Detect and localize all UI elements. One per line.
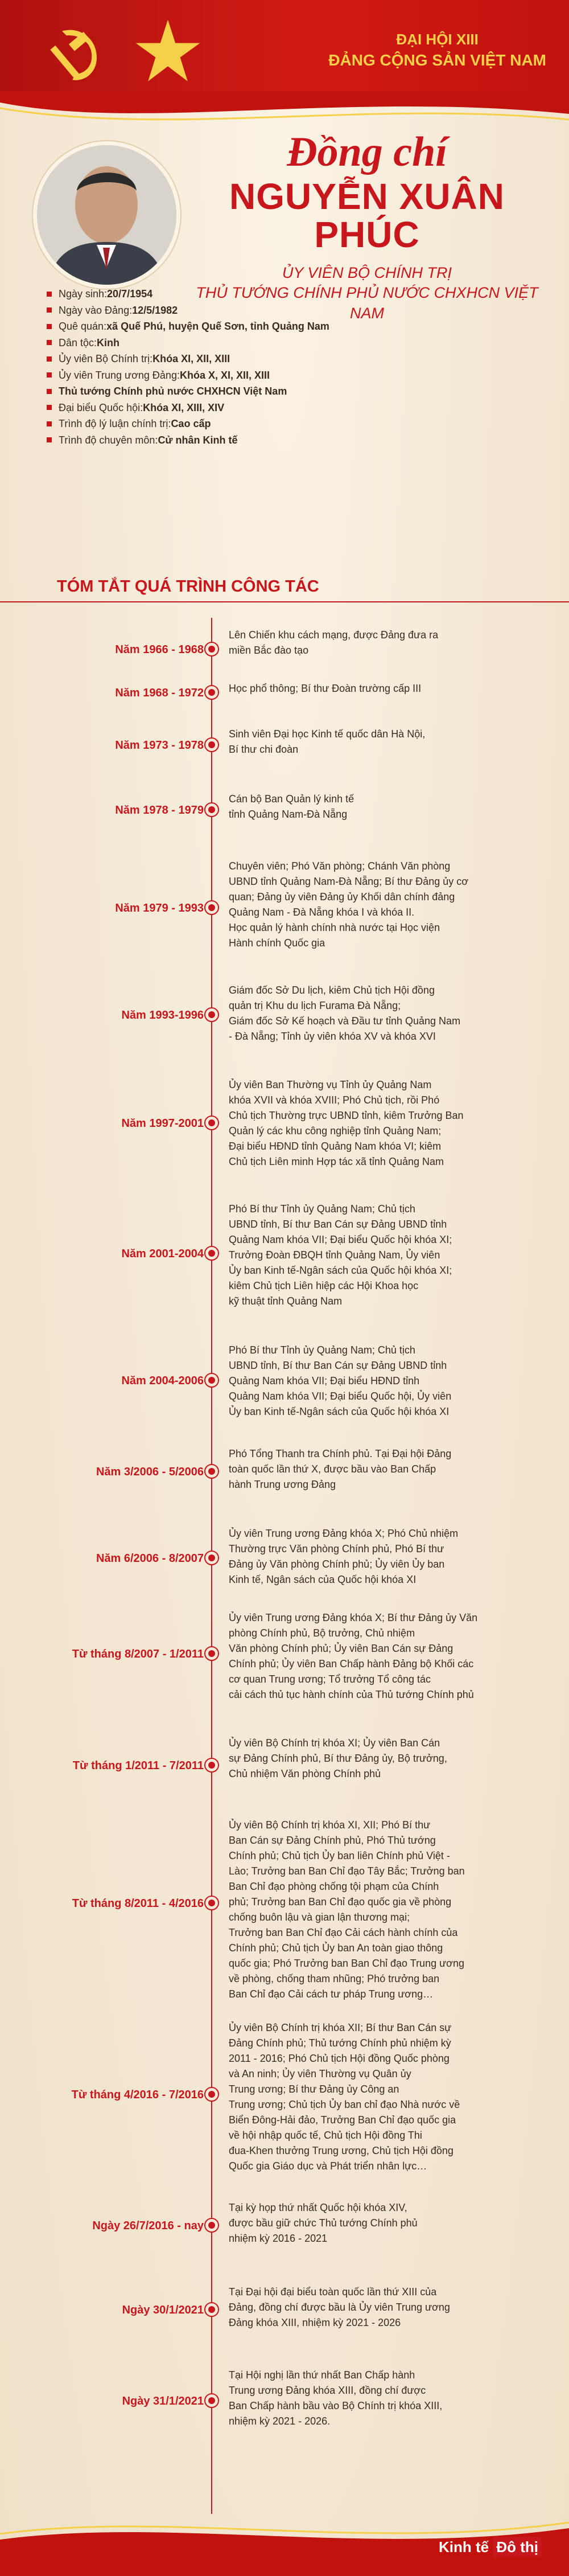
event-date: Từ tháng 8/2011 - 4/2016 bbox=[72, 1897, 204, 1910]
event-date: Từ tháng 8/2007 - 1/2011 bbox=[72, 1648, 204, 1660]
fact-item bbox=[47, 432, 547, 449]
timeline-dot-icon bbox=[204, 2087, 219, 2102]
fact-label: Quê quán: bbox=[59, 321, 107, 332]
event-date: Năm 1973 - 1978 bbox=[115, 739, 204, 752]
event-date: Năm 3/2006 - 5/2006 bbox=[96, 1466, 204, 1478]
event-date: Ngày 30/1/2021 bbox=[122, 2304, 204, 2316]
bullet-icon bbox=[47, 340, 52, 345]
portrait-photo bbox=[33, 141, 180, 289]
timeline-dot-icon bbox=[204, 685, 219, 700]
section-divider bbox=[0, 601, 569, 602]
timeline-dot-icon bbox=[204, 1550, 219, 1565]
fact-value: Thủ tướng Chính phủ nước CHXHCN Việt Nam bbox=[59, 385, 287, 397]
fact-label: Ủy viên Bộ Chính trị: bbox=[59, 353, 153, 364]
fact-label: Đại biểu Quốc hội: bbox=[59, 401, 143, 413]
timeline-dot-icon bbox=[204, 1007, 219, 1022]
event-description: Phó Bí thư Tỉnh ủy Quảng Nam; Chủ tịch UBND tỉnh, Bí thư Ban Cán sự Đảng UBND tỉnh Quảng Nam khóa VII; Đại biểu HĐND tỉnh Quảng Nam khóa VII; Đại biểu Quốc hội, Ủy viên Ủy ban Kinh tế-Ngân sách của Quốc hội khóa XI bbox=[229, 1344, 452, 1417]
fact-item bbox=[47, 400, 547, 416]
timeline-dot-icon bbox=[204, 737, 219, 752]
bullet-icon bbox=[47, 421, 52, 426]
fact-label: Trình độ chuyên môn: bbox=[59, 434, 158, 446]
fact-item bbox=[47, 286, 547, 302]
bullet-icon bbox=[47, 389, 52, 394]
logo-part-2: Đô thị bbox=[493, 2537, 542, 2557]
fact-label: Dân tộc: bbox=[59, 337, 97, 348]
full-name: NGUYỄN XUÂN PHÚC bbox=[229, 176, 505, 256]
portrait-silhouette bbox=[37, 145, 176, 285]
event-date: Ngày 31/1/2021 bbox=[122, 2395, 204, 2407]
congress-title bbox=[328, 30, 546, 71]
position-1: ỦY VIÊN BỘ CHÍNH TRỊ bbox=[282, 264, 452, 282]
event-date: Năm 6/2006 - 8/2007 bbox=[96, 1552, 204, 1565]
timeline-dot-icon bbox=[204, 2218, 219, 2233]
fact-label: Ngày sinh: bbox=[59, 288, 108, 300]
fact-value: Cao cấp bbox=[171, 418, 211, 429]
section-title: TÓM TẮT QUÁ TRÌNH CÔNG TÁC bbox=[57, 577, 319, 596]
fact-label: Trình độ lý luận chính trị: bbox=[59, 418, 171, 429]
timeline-dot-icon bbox=[204, 1115, 219, 1130]
event-description: Tại kỳ họp thứ nhất Quốc hội khóa XIV, được bầu giữ chức Thủ tướng Chính phủ nhiệm kỳ 2016 - 2021 bbox=[229, 2202, 418, 2244]
event-description: Tại Hội nghị lần thứ nhất Ban Chấp hành Trung ương Đảng khóa XIII, đồng chí được Ban Chấp hành bầu vào Bộ Chính trị khóa XIII, nhiệm kỳ 2021 - 2026. bbox=[229, 2369, 443, 2427]
fact-value: xã Quế Phú, huyện Quế Sơn, tỉnh Quảng Nam bbox=[106, 321, 329, 332]
fact-item bbox=[47, 416, 547, 432]
congress-line-2: ĐẢNG CỘNG SẢN VIỆT NAM bbox=[328, 51, 546, 69]
event-date: Năm 1993-1996 bbox=[121, 1009, 204, 1022]
event-description: Giám đốc Sở Du lịch, kiêm Chủ tịch Hội đồng quản trị Khu du lịch Furama Đà Nẵng; Giám đốc Sở Kế hoạch và Đầu tư tỉnh Quảng Nam - Đà Nẵng; Tỉnh ủy viên khóa XV và khóa XVI bbox=[229, 985, 461, 1042]
event-date: Năm 1978 - 1979 bbox=[115, 804, 204, 817]
event-date: Từ tháng 1/2011 - 7/2011 bbox=[72, 1759, 204, 1772]
timeline-dot-icon bbox=[204, 1758, 219, 1773]
event-date: Năm 1997-2001 bbox=[121, 1117, 204, 1130]
honorific: Đồng chí bbox=[287, 129, 447, 175]
fact-value: Khóa XI, XII, XIII bbox=[152, 353, 230, 364]
fact-value: Khóa X, XI, XII, XIII bbox=[179, 369, 270, 381]
facts-list bbox=[47, 286, 547, 448]
hammer-sickle-icon bbox=[40, 15, 114, 89]
event-date: Năm 1966 - 1968 bbox=[115, 643, 204, 656]
event-date: Năm 2004-2006 bbox=[121, 1375, 204, 1387]
publisher-logo bbox=[439, 2538, 542, 2556]
event-date: Năm 2001-2004 bbox=[121, 1248, 204, 1260]
timeline-dot-icon bbox=[204, 900, 219, 915]
event-description: Phó Bí thư Tỉnh ủy Quảng Nam; Chủ tịch UBND tỉnh, Bí thư Ban Cán sự Đảng UBND tỉnh Quảng Nam khóa VII; Đại biểu Quốc hội khóa XI; Trưởng Đoàn ĐBQH tỉnh Quảng Nam, Ủy viên Ủy ban Kinh tế-Ngân sách của Quốc hội khóa XI; kiêm Chủ tịch Liên hiệp các Hội Khoa học kỹ thuật tỉnh Quảng Nam bbox=[229, 1203, 452, 1307]
header-banner bbox=[0, 0, 569, 102]
position-2: THỦ TƯỚNG CHÍNH PHỦ NƯỚC CHXHCN VIỆT NAM bbox=[196, 284, 538, 322]
timeline-dot-icon bbox=[204, 642, 219, 657]
fact-item bbox=[47, 383, 547, 400]
bullet-icon bbox=[47, 356, 52, 362]
bullet-icon bbox=[47, 324, 52, 329]
event-description: Ủy viên Trung ương Đảng khóa X; Phó Chủ nhiệm Thường trực Văn phòng Chính phủ, Phó Bí thư Đảng ủy Văn phòng Chính phủ; Ủy viên Ủy ban Kinh tế, Ngân sách của Quốc hội khóa XI bbox=[229, 1528, 459, 1585]
fact-label: Ngày vào Đảng: bbox=[59, 304, 133, 316]
event-description: Ủy viên Trung ương Đảng khóa X; Bí thư Đảng ủy Văn phòng Chính phủ, Bộ trưởng, Chủ nhiệm Văn phòng Chính phủ; Ủy viên Ban Cán sự Đảng Chính phủ; Ủy viên Ban Chấp hành Đảng bộ Khối các cơ quan Trung ương; Tổ trưởng Tổ công tác cải cách thủ tục hành chính của Thủ tướng Chính phủ bbox=[229, 1612, 478, 1700]
timeline-dot-icon bbox=[204, 1896, 219, 1910]
timeline-dot-icon bbox=[204, 1646, 219, 1661]
event-description: Sinh viên Đại học Kinh tế quốc dân Hà Nội, Bí thư chi đoàn bbox=[229, 728, 426, 755]
fact-item bbox=[47, 302, 547, 319]
fact-item bbox=[47, 318, 547, 335]
bullet-icon bbox=[47, 405, 52, 410]
event-description: Tại Đại hội đại biểu toàn quốc lần thứ XIII của Đảng, đồng chí được bầu là Ủy viên Trung ương Đảng khóa XIII, nhiệm kỳ 2021 - 2026 bbox=[229, 2286, 450, 2328]
fact-item bbox=[47, 351, 547, 367]
fact-label: Ủy viên Trung ương Đảng: bbox=[59, 369, 180, 381]
event-description: Chuyên viên; Phó Văn phòng; Chánh Văn phòng UBND tỉnh Quảng Nam-Đà Nẵng; Bí thư Đảng ủy cơ quan; Đảng ủy viên Đảng ủy Khối dân chính đảng Quảng Nam - Đà Nẵng khóa I và khóa II. Học quản lý hành chính nhà nước tại Học viện Hành chính Quốc gia bbox=[229, 860, 469, 949]
bullet-icon bbox=[47, 437, 52, 442]
event-description: Ủy viên Ban Thường vụ Tỉnh ủy Quảng Nam khóa XVII và khóa XVIII; Phó Chủ tịch, rồi Phó Chủ tịch Thường trực UBND tỉnh, kiêm Trưởng Ban Quản lý các khu công nghiệp tỉnh Quảng Nam; Đại biểu HĐND tỉnh Quảng Nam khóa VI; kiêm Chủ tịch Liên minh Hợp tác xã tỉnh Quảng Nam bbox=[229, 1079, 464, 1167]
event-date: Năm 1979 - 1993 bbox=[115, 902, 204, 914]
star-icon bbox=[134, 17, 202, 85]
fact-value: Kinh bbox=[97, 337, 120, 348]
fact-item bbox=[47, 367, 547, 384]
event-date: Năm 1968 - 1972 bbox=[115, 687, 204, 699]
event-description: Ủy viên Bộ Chính trị khóa XI; Ủy viên Ban Cán sự Đảng Chính phủ, Bí thư Đảng ủy, Bộ trưởng, Chủ nhiệm Văn phòng Chính phủ bbox=[229, 1737, 447, 1779]
timeline-dot-icon bbox=[204, 2393, 219, 2408]
fact-value: Cử nhân Kinh tế bbox=[158, 434, 238, 446]
logo-part-1: Kinh tế bbox=[439, 2538, 489, 2556]
timeline-dot-icon bbox=[204, 1246, 219, 1261]
event-description: Cán bộ Ban Quản lý kinh tế tỉnh Quảng Nam-Đà Nẵng bbox=[229, 793, 354, 820]
timeline-dot-icon bbox=[204, 1464, 219, 1479]
event-description: Ủy viên Bộ Chính trị khóa XI, XII; Phó Bí thư Ban Cán sự Đảng Chính phủ, Phó Thủ tướng Chính phủ; Chủ tịch Ủy ban liên Chính phủ Việt - Lào; Trưởng ban Ban Chỉ đạo Tây Bắc; Trưởng ban Ban Chỉ đạo phòng chống tội phạm của Chính phủ; Trưởng ban Ban Chỉ đạo quốc gia về phòng chống buôn lậu và gian lận thương mại; Trưởng ban Ban Chỉ đạo Cải cách hành chính của Chính phủ; Chủ tịch Ủy ban An toàn giao thông quốc gia; Phó Trưởng ban Ban Chỉ đạo Trung ương về phòng, chống tham nhũng; Phó trưởng ban Ban Chỉ đạo Cải cách tư pháp Trung ương… bbox=[229, 1819, 465, 2000]
fact-item bbox=[47, 335, 547, 351]
event-date: Ngày 26/7/2016 - nay bbox=[92, 2220, 204, 2232]
bullet-icon bbox=[47, 292, 52, 297]
header-wave bbox=[0, 91, 569, 137]
event-description: Lên Chiến khu cách mạng, được Đảng đưa ra miền Bắc đào tạo bbox=[229, 629, 439, 656]
fact-value: Khóa XI, XIII, XIV bbox=[143, 401, 225, 413]
event-description: Học phổ thông; Bí thư Đoàn trường cấp III bbox=[229, 683, 422, 694]
timeline-dot-icon bbox=[204, 802, 219, 817]
fact-value: 12/5/1982 bbox=[132, 304, 178, 316]
event-description: Ủy viên Bộ Chính trị khóa XII; Bí thư Ban Cán sự Đảng Chính phủ; Thủ tướng Chính phủ nhiệm kỳ 2011 - 2016; Phó Chủ tịch Hội đồng Quốc phòng và An ninh; Ủy viên Thường vụ Quân ủy Trung ương; Bí thư Đảng ủy Công an Trung ương; Chủ tịch Ủy ban chỉ đạo Nhà nước về Biển Đông-Hải đảo, Trưởng Ban Chỉ đạo quốc gia về hội nhập quốc tế, Chủ tịch Hội đồng Thi đua-Khen thưởng Trung ương, Chủ tịch Hội đồng Quốc gia Giáo dục và Phát triển nhân lực… bbox=[229, 2022, 460, 2172]
bullet-icon bbox=[47, 372, 52, 378]
event-description: Phó Tổng Thanh tra Chính phủ. Tại Đại hội Đảng toàn quốc lần thứ X, được bầu vào Ban Chấp hành Trung ương Đảng bbox=[229, 1448, 452, 1490]
timeline-dot-icon bbox=[204, 2302, 219, 2317]
fact-value: 20/7/1954 bbox=[107, 288, 153, 300]
event-date: Từ tháng 4/2016 - 7/2016 bbox=[71, 2089, 204, 2101]
bullet-icon bbox=[47, 307, 52, 313]
timeline-dot-icon bbox=[204, 1373, 219, 1388]
congress-line-1: ĐẠI HỘI XIII bbox=[396, 31, 479, 48]
